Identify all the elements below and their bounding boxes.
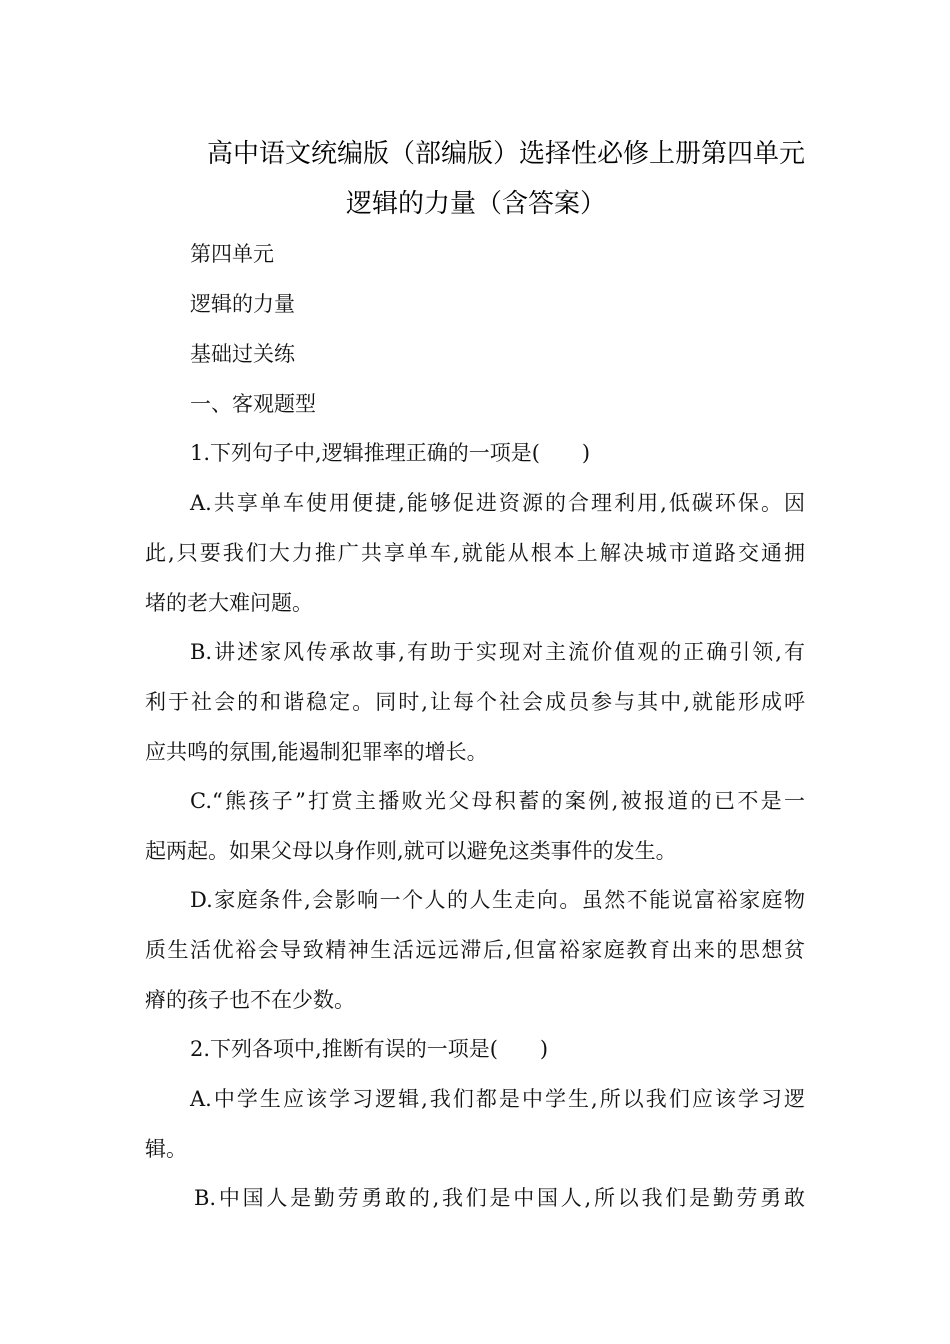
unit-name: 逻辑的力量 [190, 292, 295, 316]
q1-option-d-line-2: 质生活优裕会导致精神生活远远滞后,但富裕家庭教育出来的思想贫 [145, 938, 805, 962]
document-title-line-1: 高中语文统编版（部编版）选择性必修上册第四单元 [207, 139, 806, 169]
q1-option-a-line-3: 堵的老大难问题。 [145, 591, 313, 615]
part-heading: 一、客观题型 [190, 392, 316, 416]
q1-option-b-line-1: B.讲述家风传承故事,有助于实现对主流价值观的正确引领,有 [190, 640, 805, 664]
q1-option-a-line-1: A.共享单车使用便捷,能够促进资源的合理利用,低碳环保。因 [190, 491, 805, 515]
q1-option-c-line-2: 起两起。如果父母以身作则,就可以避免这类事件的发生。 [145, 839, 677, 863]
section-heading: 基础过关练 [190, 342, 295, 366]
q1-option-a-line-2: 此,只要我们大力推广共享单车,就能从根本上解决城市道路交通拥 [145, 541, 805, 565]
q2-option-a-line-1: A.中学生应该学习逻辑,我们都是中学生,所以我们应该学习逻 [190, 1087, 805, 1111]
q1-option-d-line-3: 瘠的孩子也不在少数。 [145, 988, 355, 1012]
q1-option-b-line-2: 利于社会的和谐稳定。同时,让每个社会成员参与其中,就能形成呼 [145, 690, 805, 714]
document-title-line-2: 逻辑的力量（含答案） [346, 189, 607, 219]
question-2-stem: 2.下列各项中,推断有误的一项是( ) [190, 1037, 549, 1061]
q2-option-a-line-2: 辑。 [145, 1137, 187, 1161]
q1-option-b-line-3: 应共鸣的氛围,能遏制犯罪率的增长。 [145, 740, 488, 764]
q2-option-b-line-1: B.中国人是勤劳勇敢的,我们是中国人,所以我们是勤劳勇敢 [194, 1186, 805, 1210]
unit-heading: 第四单元 [190, 242, 274, 266]
q1-option-c-line-1: C.“熊孩子”打赏主播败光父母积蓄的案例,被报道的已不是一 [190, 789, 805, 813]
question-1-stem: 1.下列句子中,逻辑推理正确的一项是( ) [190, 441, 591, 465]
q1-option-d-line-1: D.家庭条件,会影响一个人的人生走向。虽然不能说富裕家庭物 [190, 888, 805, 912]
